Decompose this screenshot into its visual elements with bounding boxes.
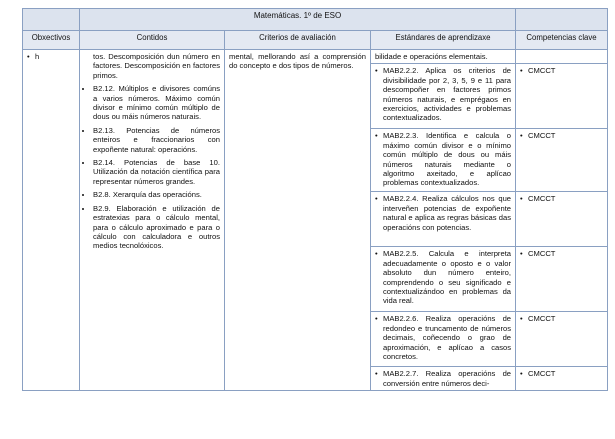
standard-cell	[371, 50, 516, 64]
header-estandares: Estándares de aprendizaxe	[371, 31, 516, 50]
competence-cell	[516, 192, 608, 247]
title-right-cell	[516, 9, 608, 31]
list-item: • B2.13. Potencias de números enteiros e fraccionarios con expoñente natural: operacións.	[93, 126, 220, 154]
header-obxectivos: Obxectivos	[23, 31, 80, 50]
competence-text: • CMCCT	[520, 314, 603, 323]
contidos-intro: tos. Descomposición dun número en factores. Descomposición en factores primos.	[93, 52, 220, 80]
list-item: • B2.12. Múltiplos e divisores comúns a varios números. Máximo común divisor e mínimo común múltiplo de dous ou máis números naturais.	[93, 84, 220, 122]
competence-cell	[516, 129, 608, 192]
contidos-cell	[80, 50, 225, 391]
standard-text: • MAB2.2.7. Realiza operacións de conversión entre números deci-	[375, 369, 511, 388]
standard-cell	[371, 64, 516, 129]
competence-cell	[516, 312, 608, 367]
standard-text: • MAB2.2.2. Aplica os criterios de divisibilidade por 2, 3, 5, 9 e 11 para descompoñer en factores primos números naturais, e emprégaos en exercicios, actividades e problemas contextualizados.	[375, 66, 511, 122]
standard-text: • MAB2.2.4. Realiza cálculos nos que interveñen potencias de expoñente natural e aplica as regras básicas das operacións con potencias.	[375, 194, 511, 232]
list-item: • B2.9. Elaboración e utilización de estratexias para o cálculo mental, para o cálculo aproximado e para o cálculo con calculadora e outros medios tecnolóxicos.	[93, 204, 220, 251]
competence-cell	[516, 247, 608, 312]
competence-cell	[516, 64, 608, 129]
competence-text: • CMCCT	[520, 194, 603, 203]
obxectivos-cell	[23, 50, 80, 391]
standard-cell	[371, 247, 516, 312]
competence-cell	[516, 50, 608, 64]
standard-cell	[371, 367, 516, 391]
criterios-cell	[225, 50, 371, 391]
title-corner-cell	[23, 9, 80, 31]
competence-cell	[516, 367, 608, 391]
standard-cell	[371, 192, 516, 247]
list-item: • B2.8. Xerarquía das operacións.	[93, 190, 220, 199]
standard-text: • MAB2.2.6. Realiza operacións de redondeo e truncamento de números decimais, coñecendo o grao de aproximación, e aplícao a casos concretos.	[375, 314, 511, 361]
competence-text: • CMCCT	[520, 131, 603, 140]
header-contidos: Contidos	[80, 31, 225, 50]
list-item: • B2.14. Potencias de base 10. Utilización da notación científica para representar números grandes.	[93, 158, 220, 186]
obxectivo-item: • h	[27, 52, 75, 61]
table-title: Matemáticas. 1º de ESO	[80, 9, 516, 31]
header-competencias: Competencias clave	[516, 31, 608, 50]
criterio-text: mental, mellorando así a comprensión do concepto e dos tipos de números.	[229, 52, 366, 71]
header-criterios: Criterios de avaliación	[225, 31, 371, 50]
standard-cell	[371, 312, 516, 367]
curriculum-table	[22, 8, 608, 391]
standard-text: bilidade e operacións elementais.	[375, 52, 488, 61]
competence-text: • CMCCT	[520, 66, 603, 75]
standard-text: • MAB2.2.3. Identifica e calcula o máximo común divisor e o mínimo común múltiplo de dous ou máis números naturais mediante o algoritmo axeitado, e aplícao problemas contextualizados.	[375, 131, 511, 187]
contidos-list	[84, 84, 220, 251]
competence-text: • CMCCT	[520, 369, 603, 378]
header-row	[23, 31, 608, 50]
standard-text: • MAB2.2.5. Calcula e interpreta adecuadamente o oposto e o valor absoluto dun número enteiro, comprendendo o seu significado e contextualizándoo en problemas da vida real.	[375, 249, 511, 305]
competence-text: • CMCCT	[520, 249, 603, 258]
standard-cell	[371, 129, 516, 192]
table-row	[23, 50, 608, 64]
title-row	[23, 9, 608, 31]
